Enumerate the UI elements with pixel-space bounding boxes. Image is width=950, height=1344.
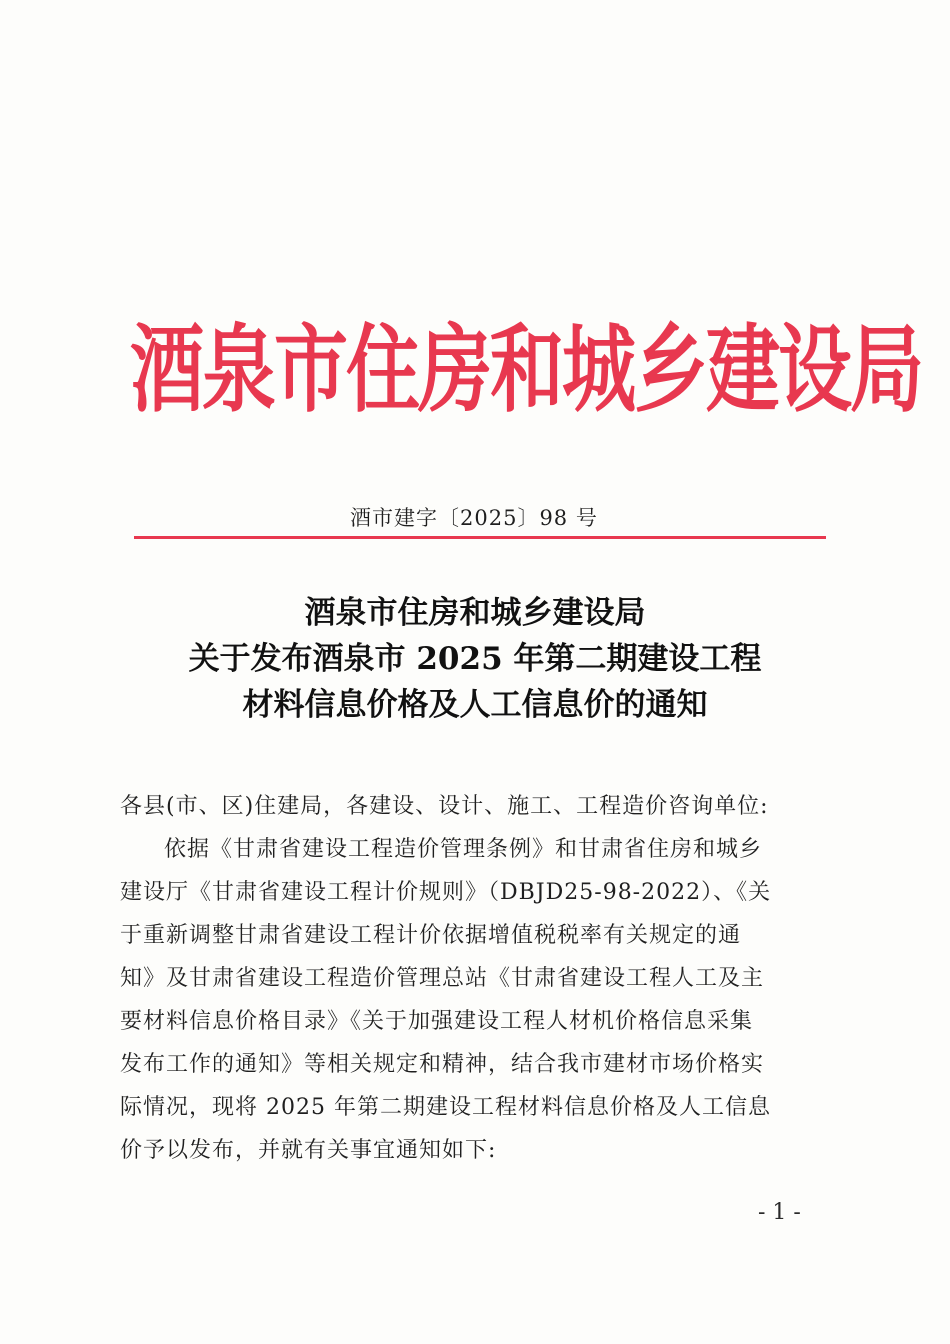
body-line-8: 价予以发布，并就有关事宜通知如下: xyxy=(120,1138,497,1163)
document-number: 酒市建字〔2025〕98 号 xyxy=(350,506,598,530)
title-line-2: 关于发布酒泉市 2025 年第二期建设工程 xyxy=(188,641,762,677)
agency-header: 酒泉市住房和城乡建设局 xyxy=(130,315,922,426)
title-line-3: 材料信息价格及人工信息价的通知 xyxy=(242,687,708,723)
page-number: - 1 - xyxy=(758,1200,801,1225)
notice-title xyxy=(130,590,820,728)
notice-body xyxy=(120,785,826,1172)
body-line-2: 建设厅《甘肃省建设工程计价规则》（DBJD25-98-2022）、《关 xyxy=(120,880,772,905)
header-divider xyxy=(134,536,826,539)
body-line-6: 发布工作的通知》等相关规定和精神，结合我市建材市场价格实 xyxy=(120,1052,765,1077)
salutation: 各县(市、区)住建局，各建设、设计、施工、工程造价咨询单位: xyxy=(120,794,769,819)
body-line-4: 知》及甘肃省建设工程造价管理总站《甘肃省建设工程人工及主 xyxy=(120,966,765,991)
body-line-7: 际情况，现将 2025 年第二期建设工程材料信息价格及人工信息 xyxy=(120,1095,771,1120)
body-line-5: 要材料信息价格目录》《关于加强建设工程人材机价格信息采集 xyxy=(120,1009,754,1034)
title-line-1: 酒泉市住房和城乡建设局 xyxy=(304,595,646,631)
body-line-3: 于重新调整甘肃省建设工程计价依据增值税税率有关规定的通 xyxy=(120,923,742,948)
body-line-1: 依据《甘肃省建设工程造价管理条例》和甘肃省住房和城乡 xyxy=(164,837,763,862)
